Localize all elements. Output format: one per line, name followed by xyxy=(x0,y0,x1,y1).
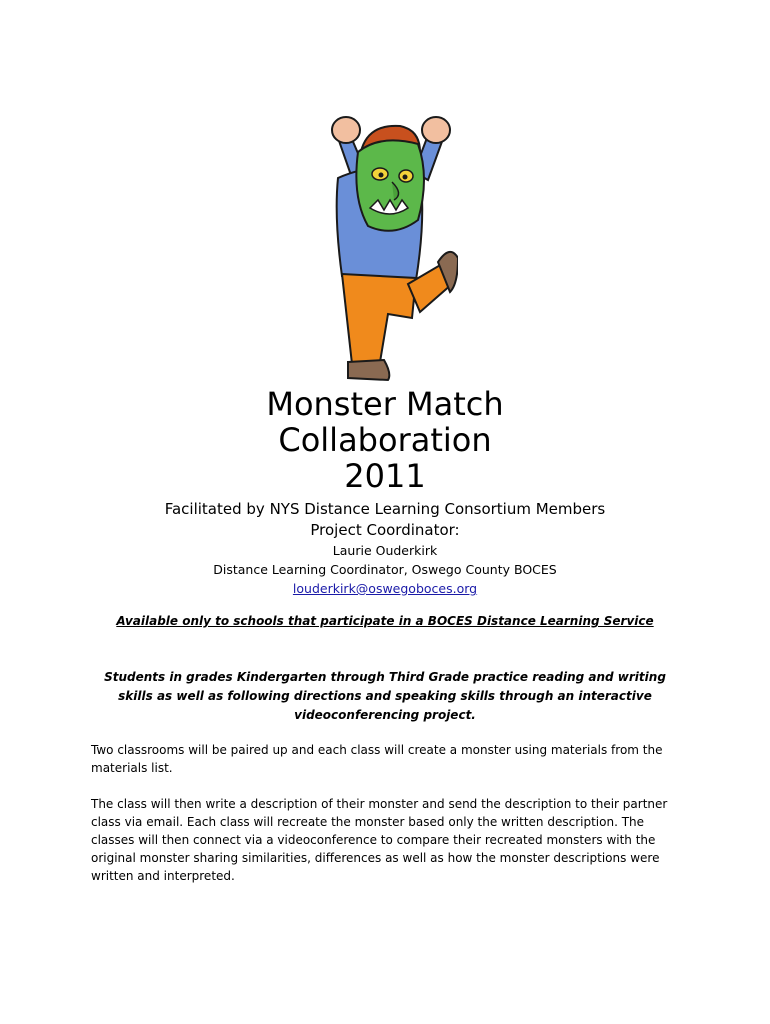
title-line-1: Monster Match xyxy=(266,385,504,423)
coordinator-email-wrap xyxy=(0,581,770,596)
title-line-3: 2011 xyxy=(344,457,426,495)
availability-notice: Available only to schools that participate in a BOCES Distance Learning Service xyxy=(116,614,654,628)
project-coordinator-label: Project Coordinator: xyxy=(310,521,460,539)
facilitated-by: Facilitated by NYS Distance Learning Consortium Members xyxy=(164,500,606,518)
coordinator-role: Distance Learning Coordinator, Oswego County BOCES xyxy=(213,562,557,577)
monster-kid-illustration xyxy=(308,108,458,384)
coordinator-name: Laurie Ouderkirk xyxy=(332,543,438,558)
title-line-2: Collaboration xyxy=(278,421,492,459)
paragraph-process: The class will then write a description of their monster and send the description to their partner class via email. Each class will recreate the monster based only the written description. The classes will then connect via a videoconference to compare their recreated monsters with the original monster sharing similarities, differences as well as how the monster descriptions were written and interpreted. xyxy=(91,797,668,883)
paragraph-pairing: Two classrooms will be paired up and each class will create a monster using materials from the materials list. xyxy=(91,743,663,775)
project-summary: Students in grades Kindergarten through Third Grade practice reading and writing skills as well as following directions and speaking skills through an interactive videoconferencing project. xyxy=(104,670,666,722)
coordinator-email-link[interactable]: louderkirk@oswegoboces.org xyxy=(292,581,478,596)
document-title xyxy=(0,386,770,494)
